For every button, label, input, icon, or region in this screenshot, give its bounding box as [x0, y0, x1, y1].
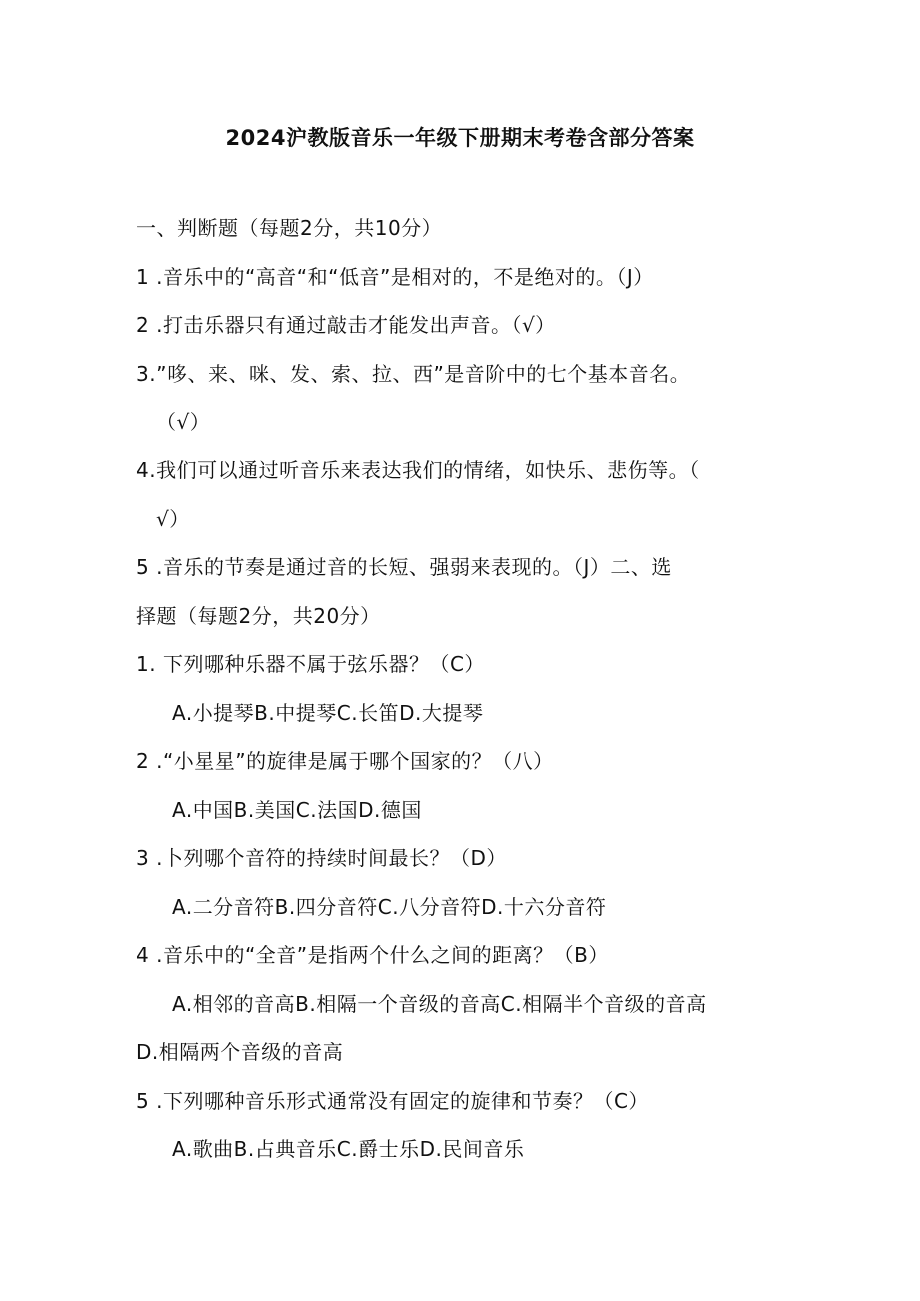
judge-item-4: 4.我们可以通过听音乐来表达我们的情绪，如快乐、悲伤等。（ [136, 458, 700, 482]
choice-question-2: 2 .“小星星”的旋律是属于哪个国家的？（八） [136, 749, 554, 773]
judge-item-1: 1 .音乐中的“高音“和“低音”是相对的，不是绝对的。（J） [136, 265, 654, 289]
choice-question-3: 3 .卜列哪个音符的持续时间最长？（D） [136, 846, 507, 870]
choice-options-1: A.小提琴B.中提琴C.长笛D.大提琴 [172, 701, 484, 725]
choice-options-2: A.中国B.美国C.法国D.德国 [172, 798, 422, 822]
judge-item-3-answer: （√） [156, 410, 211, 434]
choice-question-5: 5 .下列哪种音乐形式通常没有固定的旋律和节奏？（C） [136, 1089, 649, 1113]
judge-item-4-answer: √） [156, 507, 190, 531]
choice-options-4: A.相邻的音高B.相隔一个音级的音高C.相隔半个音级的音高 [172, 992, 707, 1016]
document-title: 2024沪教版音乐一年级下册期末考卷含部分答案 [225, 126, 695, 150]
section-heading-choice: 择题（每题2分，共20分） [136, 604, 381, 628]
judge-item-2: 2 .打击乐器只有通过敲击才能发出声音。（√） [136, 313, 556, 337]
choice-options-5: A.歌曲B.占典音乐C.爵士乐D.民间音乐 [172, 1137, 525, 1161]
choice-question-4: 4 .音乐中的“全音”是指两个什么之间的距离？（B） [136, 943, 609, 967]
choice-question-1: 1. 下列哪种乐器不属于弦乐器？（C） [136, 652, 485, 676]
judge-item-5: 5 .音乐的节奏是通过音的长短、强弱来表现的。（J）二、选 [136, 555, 672, 579]
section-heading-judge: 一、判断题（每题2分，共10分） [136, 216, 443, 240]
choice-options-4-cont: D.相隔两个音级的音高 [136, 1040, 344, 1064]
judge-item-3: 3.”哆、来、咪、发、索、拉、西”是音阶中的七个基本音名。 [136, 362, 691, 386]
choice-options-3: A.二分音符B.四分音符C.八分音符D.十六分音符 [172, 895, 607, 919]
